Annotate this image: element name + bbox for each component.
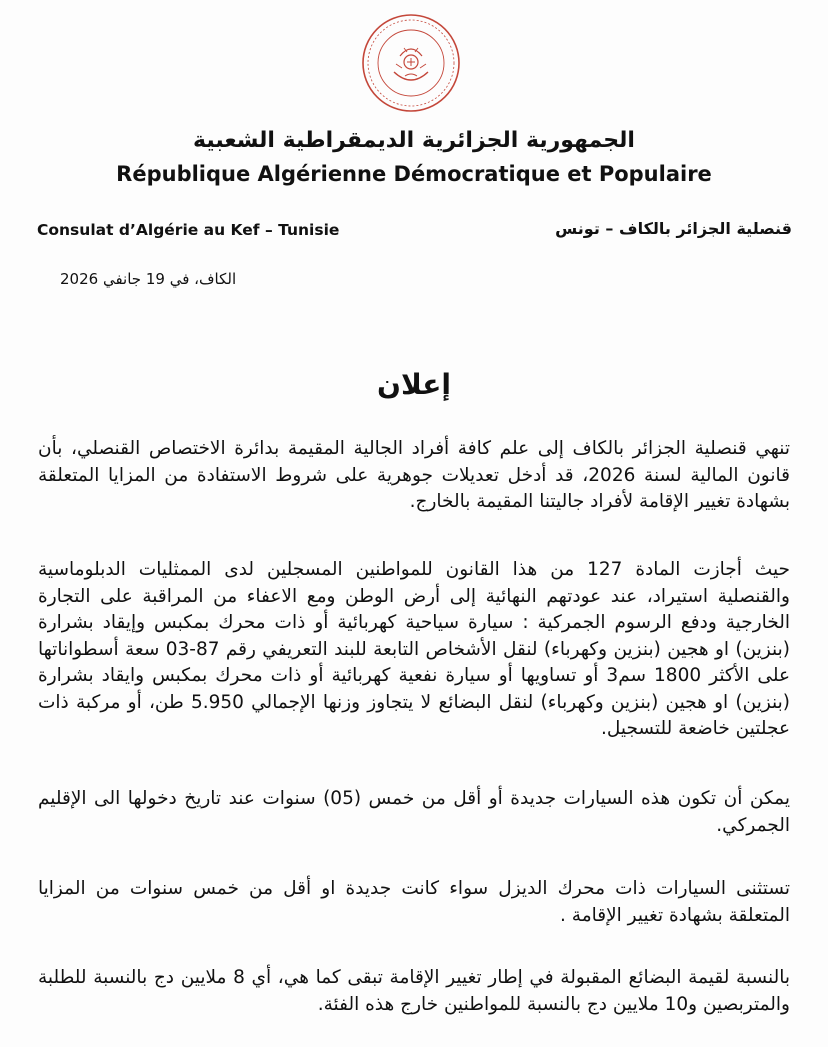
paragraph: بالنسبة لقيمة البضائع المقبولة في إطار تغيير الإقامة تبقى كما هي، أي 8 ملايين دج بالنسبة للطلبة والمتربصين و10 ملايين دج بالنسبة للمواطنين خارج هذه الفئة.	[38, 967, 790, 1015]
paragraph: تنهي قنصلية الجزائر بالكاف إلى علم كافة أفراد الجالية المقيمة بدائرة الاختصاص القنصلي، بأن قانون المالية لسنة 2026، قد أدخل تعديلات جوهرية على شروط الاستفادة من المزايا المتعلقة بشهادة تغيير الإقامة لأفراد جاليتنا المقيمة بالخارج.	[38, 438, 790, 512]
date-line: الكاف، في 19 جانفي 2026	[60, 270, 237, 288]
paragraph: يمكن أن تكون هذه السيارات جديدة أو أقل من خمس (05) سنوات عند تاريخ دخولها الى الإقليم الجمركي.	[38, 788, 790, 836]
state-emblem-seal-icon	[360, 12, 462, 114]
republic-name-arabic: الجمهورية الجزائرية الديمقراطية الشعبية	[193, 128, 635, 153]
republic-name-french: République Algérienne Démocratique et Populaire	[116, 162, 712, 186]
consulate-name-arabic: قنصلية الجزائر بالكاف – تونس	[555, 219, 792, 238]
paragraph: حيث أجازت المادة 127 من هذا القانون للمواطنين المسجلين لدى الممثليات الدبلوماسية والقنصلية استيراد، عند عودتهم النهائية إلى أرض الوطن ومع الاعفاء من المراقبة على التجارة الخارجية ودفع الرسوم الجمركية : سيارة سياحية كهربائية أو ذات محرك بمكبس وإيقاد بشرارة (بنزين) او هجين (بنزين وكهرباء) لنقل الأشخاص التابعة للبند التعريفي رقم 87-03 سعة أسطواناتها على الأكثر 1800 سم3 أو تساويها أو سيارة نفعية كهربائية أو ذات محرك بمكبس وايقاد بشرارة (بنزين) او هجين (بنزين وكهرباء) لنقل البضائع لا يتجاوز وزنها الإجمالي 5.950 طن، أو مركبة ذات عجلتين خاضعة للتسجيل.	[38, 559, 791, 739]
announcement-title: إعلان	[377, 368, 451, 401]
paragraph: تستثنى السيارات ذات محرك الديزل سواء كانت جديدة او أقل من خمس سنوات من المزايا المتعلقة بشهادة تغيير الإقامة .	[38, 878, 790, 926]
consulate-name-french: Consulat d’Algérie au Kef – Tunisie	[37, 221, 340, 239]
